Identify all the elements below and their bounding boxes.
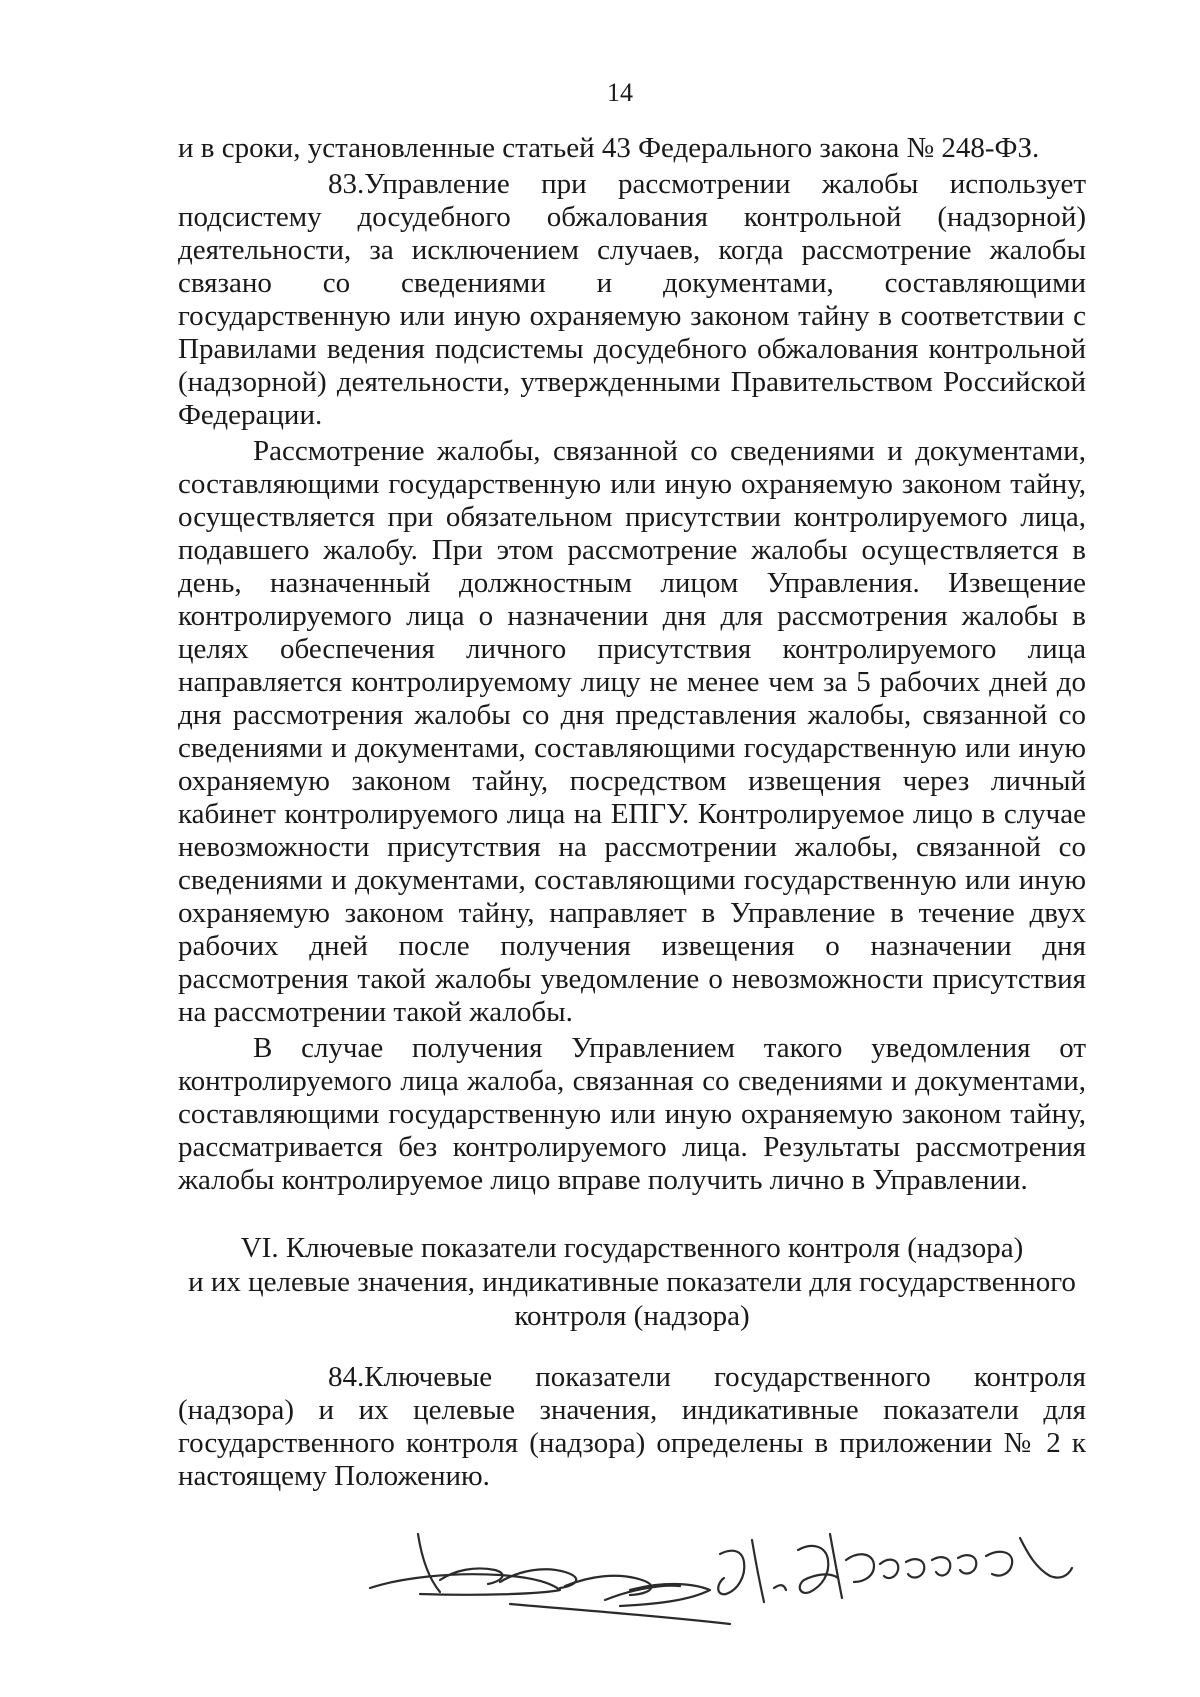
section-heading-line: контроля (надзора) xyxy=(514,1300,750,1332)
paragraph-text: Ключевые показатели государственного контроля (надзора) и их целевые значения, индикативные показатели для государственного контроля (надзора) определены в приложении № 2 к настоящему Положению. xyxy=(178,1361,1086,1492)
paragraph-continuation xyxy=(178,132,1086,165)
paragraph-84 xyxy=(178,1361,1086,1493)
section-heading xyxy=(178,1231,1086,1333)
paragraph-text: и в сроки, установленные статьей 43 Федерального закона № 248-ФЗ. xyxy=(178,132,1040,164)
page-number: 14 xyxy=(607,78,633,107)
paragraph-83 xyxy=(178,168,1086,432)
document-body xyxy=(178,132,1086,1493)
section-heading-line: VI. Ключевые показатели государственного контроля (надзора) xyxy=(240,1232,1024,1264)
paragraph-notification xyxy=(178,1032,1086,1197)
handwritten-signature xyxy=(360,1520,1080,1630)
paragraph-text: В случае получения Управлением такого уведомления от контролируемого лица жалоба, связанная со сведениями и документами, составляющими государственную или иную охраняемую законом тайну, рассматривается без контролируемого лица. Результаты рассмотрения жалобы контролируемое лицо вправе получить лично в Управлении. xyxy=(178,1032,1086,1196)
paragraph-text: Рассмотрение жалобы, связанной со сведениями и документами, составляющими государственную или иную охраняемую законом тайну, осуществляется при обязательном присутствии контролируемого лица, подавшего жалобу. При этом рассмотрение жалобы осуществляется в день, назначенный должностным лицом Управления. Извещение контролируемого лица о назначении дня для рассмотрения жалобы в целях обеспечения личного присутствия контролируемого лица направляется контролируемому лицу не менее чем за 5 рабочих дней до дня рассмотрения жалобы со дня представления жалобы, связанной со сведениями и документами, составляющими государственную или иную охраняемую законом тайну, посредством извещения через личный кабинет контролируемого лица на ЕПГУ. Контролируемое лицо в случае невозможности присутствия на рассмотрении жалобы, связанной со сведениями и документами, составляющими государственную или иную охраняемую законом тайну, направляет в Управление в течение двух рабочих дней после получения извещения о назначении дня рассмотрения такой жалобы уведомление о невозможности присутствия на рассмотрении такой жалобы. xyxy=(178,435,1086,1028)
paragraph-number: 83. xyxy=(328,168,365,200)
paragraph-text: Управление при рассмотрении жалобы использует подсистему досудебного обжалования контрольной (надзорной) деятельности, за исключением случаев, когда рассмотрение жалобы связано со сведениями и документами, составляющими государственную или иную охраняемую законом тайну в соответствии с Правилами ведения подсистемы досудебного обжалования контрольной (надзорной) деятельности, утвержденными Правительством Российской Федерации. xyxy=(178,168,1086,431)
paragraph-secret-review xyxy=(178,435,1086,1029)
section-heading-line: и их целевые значения, индикативные показатели для государственного xyxy=(188,1266,1076,1298)
paragraph-number: 84. xyxy=(328,1361,365,1393)
